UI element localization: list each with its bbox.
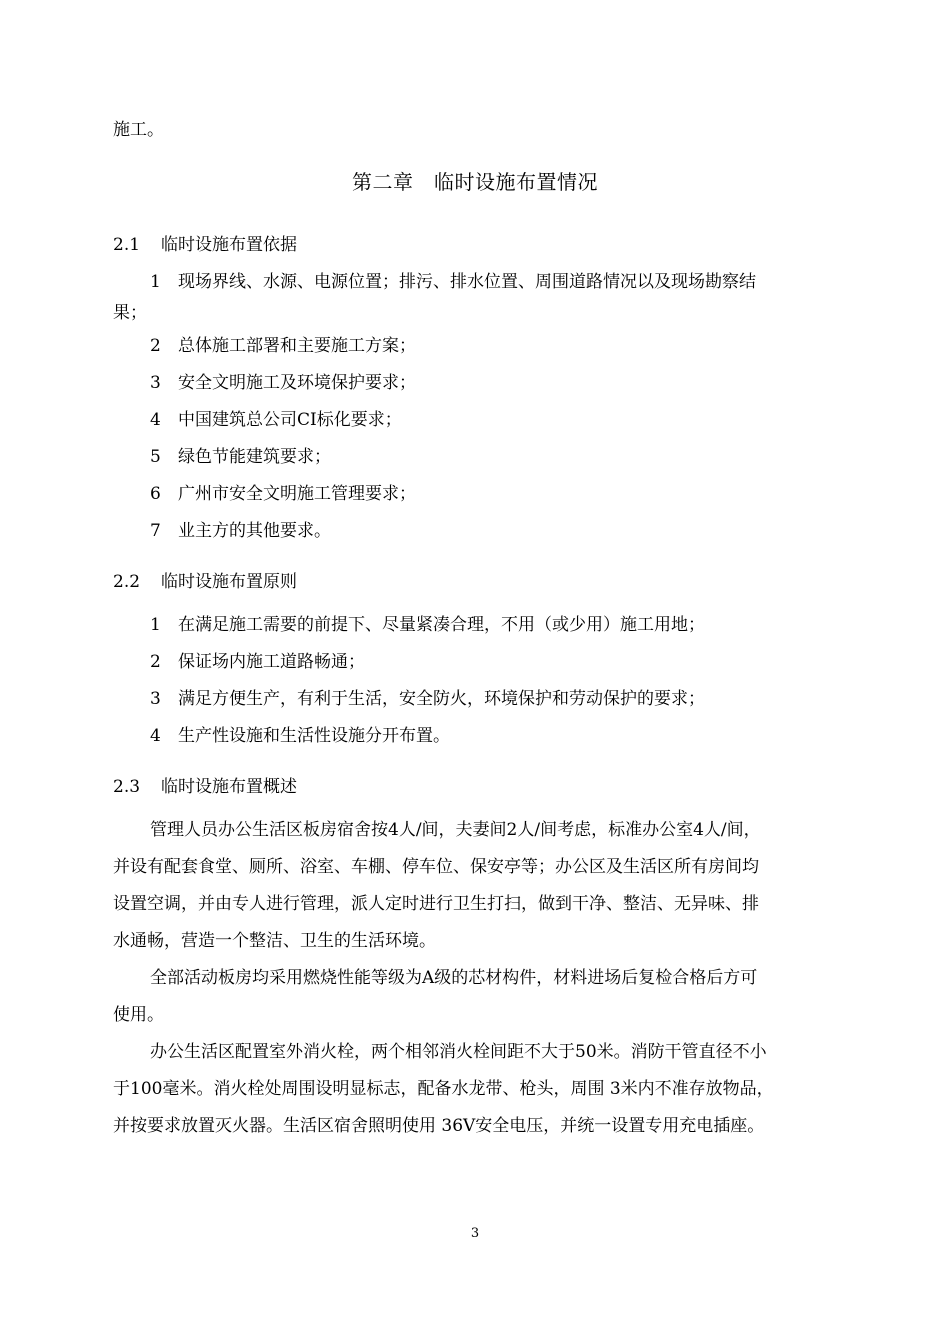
list-item-continuation: 果； — [113, 303, 147, 323]
list-item — [150, 519, 950, 543]
list-item — [150, 613, 950, 637]
list-item-text: 满足方便生产，有利于生活，安全防火，环境保护和劳动保护的要求； — [178, 689, 705, 709]
page-number: 3 — [470, 1226, 480, 1241]
list-item-text: 生产性设施和生活性设施分开布置。 — [178, 726, 450, 746]
section-number: 2.1 — [113, 235, 141, 255]
chapter-title: 第二章 临时设施布置情况 — [352, 170, 598, 194]
section-title: 临时设施布置依据 — [161, 235, 297, 255]
list-item-text: 总体施工部署和主要施工方案； — [178, 336, 416, 356]
list-item-number: 3 — [150, 689, 161, 709]
continuation-text: 施工。 — [113, 120, 164, 140]
list-item-number: 2 — [150, 336, 161, 356]
list-item — [150, 270, 950, 294]
paragraph-line: 并设有配套食堂、厕所、浴室、车棚、停车位、保安亭等；办公区及生活区所有房间均 — [113, 857, 759, 877]
list-item — [150, 482, 950, 506]
list-item — [150, 724, 950, 748]
list-item — [150, 445, 950, 469]
section-number: 2.3 — [113, 777, 141, 797]
list-item — [150, 650, 950, 674]
section-heading-2-3 — [113, 775, 950, 799]
section-heading-2-1 — [113, 233, 950, 257]
list-item-text: 在满足施工需要的前提下、尽量紧凑合理，不用（或少用）施工用地； — [178, 615, 705, 635]
list-item-text: 保证场内施工道路畅通； — [178, 652, 365, 672]
list-item-number: 5 — [150, 447, 161, 467]
section-title: 临时设施布置原则 — [161, 572, 297, 592]
list-item-number: 1 — [150, 615, 161, 635]
list-item-text: 中国建筑总公司CI标化要求； — [178, 410, 402, 430]
list-item-number: 4 — [150, 726, 161, 746]
list-item — [150, 408, 950, 432]
list-item-number: 3 — [150, 373, 161, 393]
section-title: 临时设施布置概述 — [161, 777, 297, 797]
paragraph-line: 全部活动板房均采用燃烧性能等级为A级的芯材构件，材料进场后复检合格后方可 — [150, 968, 758, 988]
section-number: 2.2 — [113, 572, 141, 592]
list-item-text: 现场界线、水源、电源位置；排污、排水位置、周围道路情况以及现场勘察结 — [178, 272, 756, 292]
list-item-number: 4 — [150, 410, 161, 430]
paragraph-line: 管理人员办公生活区板房宿舍按4人/间，夫妻间2人/间考虑，标准办公室4人/间， — [150, 820, 761, 840]
paragraph-line: 于100毫米。消火栓处周围设明显标志，配备水龙带、枪头，周围 3米内不准存放物品， — [113, 1079, 774, 1099]
paragraph-line: 设置空调，并由专人进行管理，派人定时进行卫生打扫，做到干净、整洁、无异味、排 — [113, 894, 759, 914]
list-item — [150, 687, 950, 711]
paragraph-line: 办公生活区配置室外消火栓，两个相邻消火栓间距不大于50米。消防干管直径不小 — [150, 1042, 767, 1062]
list-item-number: 7 — [150, 521, 161, 541]
list-item — [150, 371, 950, 395]
list-item — [150, 334, 950, 358]
section-heading-2-2 — [113, 570, 950, 594]
list-item-text: 绿色节能建筑要求； — [178, 447, 331, 467]
list-item-number: 1 — [150, 272, 161, 292]
list-item-text: 业主方的其他要求。 — [178, 521, 331, 541]
list-item-number: 2 — [150, 652, 161, 672]
paragraph-line: 使用。 — [113, 1005, 164, 1025]
list-item-number: 6 — [150, 484, 161, 504]
paragraph-line: 并按要求放置灭火器。生活区宿舍照明使用 36V安全电压，并统一设置专用充电插座。 — [113, 1116, 765, 1136]
paragraph-line: 水通畅，营造一个整洁、卫生的生活环境。 — [113, 931, 436, 951]
list-item-text: 广州市安全文明施工管理要求； — [178, 484, 416, 504]
list-item-text: 安全文明施工及环境保护要求； — [178, 373, 416, 393]
